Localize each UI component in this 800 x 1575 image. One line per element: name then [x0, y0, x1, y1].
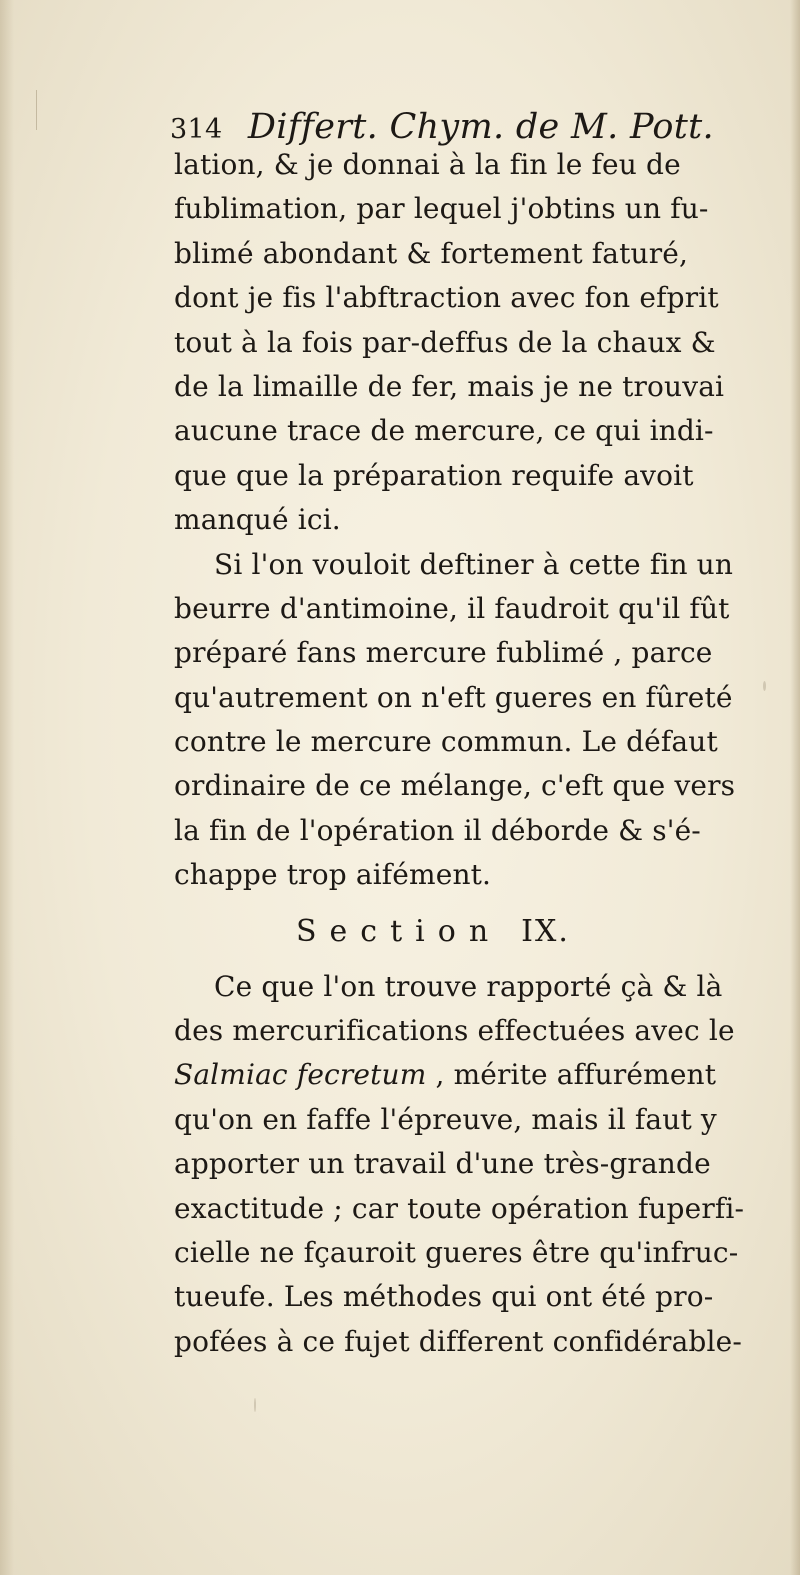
paper-crease: [36, 90, 37, 130]
text-line-rest: , mérite affurément: [426, 1058, 717, 1092]
ink-speck: [763, 681, 766, 691]
section-word: Section: [296, 913, 502, 949]
text-line: qu'autrement on n'eft gueres en fûreté: [174, 680, 733, 714]
text-line: exactitude ; car toute opération fuperfi-: [174, 1191, 745, 1225]
text-line: Ce que l'on trouve rapporté çà & là: [214, 969, 723, 1003]
text-line: chappe trop aifément.: [174, 858, 492, 892]
text-line: contre le mercure commun. Le défaut: [174, 725, 718, 759]
text-line: [174, 1053, 774, 1097]
text-line: Si l'on vouloit deftiner à cette fin un: [214, 547, 734, 581]
page-right-edge: [790, 0, 800, 1575]
text-line: tout à la fois par-deffus de la chaux &: [174, 325, 716, 359]
text-line: des mercurifications effectuées avec le: [174, 1014, 735, 1048]
text-line: fublimation, par lequel j'obtins un fu-: [174, 192, 709, 226]
paragraph-2: [174, 543, 774, 898]
text-line: que que la préparation requife avoit: [174, 458, 694, 492]
text-line: pofées à ce fujet different confidérable-: [174, 1324, 742, 1358]
page-number: 314: [170, 114, 223, 145]
text-line: aucune trace de mercure, ce qui indi-: [174, 414, 714, 448]
text-line: qu'on en faffe l'épreuve, mais il faut y: [174, 1102, 717, 1136]
text-line: apporter un travail d'une très-grande: [174, 1147, 711, 1181]
text-line: dont je fis l'abftraction avec fon efprit: [174, 281, 719, 315]
text-line: lation, & je donnai à la fin le feu de: [174, 148, 681, 181]
running-title: Differt. Chym. de M. Pott.: [247, 107, 714, 147]
text-line: de la limaille de fer, mais je ne trouvai: [174, 369, 725, 403]
ink-speck: [254, 1398, 256, 1412]
text-line: blimé abondant & fortement faturé,: [174, 236, 689, 270]
text-line: cielle ne fçauroit gueres être qu'infruc-: [174, 1235, 739, 1269]
paragraph-1: [174, 143, 774, 543]
text-line: manqué ici.: [174, 503, 341, 537]
text-line: tueufe. Les méthodes qui ont été pro-: [174, 1280, 714, 1314]
paragraph-3: [174, 965, 774, 1365]
text-line: beurre d'antimoine, il faudroit qu'il fût: [174, 591, 730, 625]
section-heading: [174, 898, 774, 965]
page-left-edge: [0, 0, 14, 1575]
text-line: préparé fans mercure fublimé , parce: [174, 636, 713, 670]
text-line: la fin de l'opération il déborde & s'é-: [174, 813, 701, 847]
italic-term: Salmiac fecretum: [174, 1058, 427, 1092]
section-number: IX.: [521, 913, 570, 949]
text-line: ordinaire de ce mélange, c'eft que vers: [174, 769, 736, 803]
body-text: [174, 143, 774, 1364]
